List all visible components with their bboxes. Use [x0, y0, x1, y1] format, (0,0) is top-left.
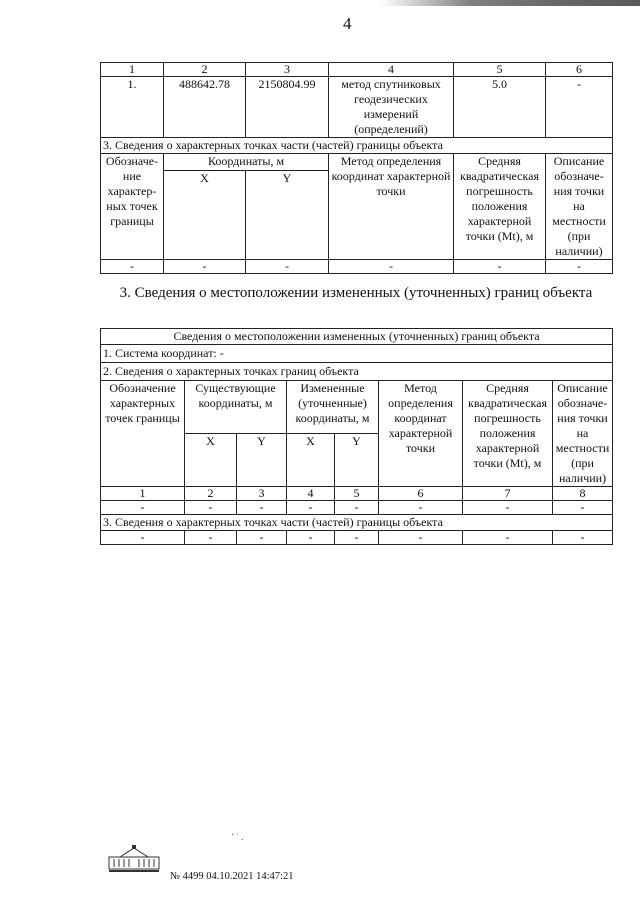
points-title: 2. Сведения о характерных точках границ объекта [101, 363, 613, 381]
header-row [101, 154, 613, 171]
page-number: 4 [343, 14, 352, 33]
empty-cell: - [379, 501, 463, 515]
col-number: 2 [164, 63, 246, 77]
description-cell: - [546, 77, 613, 138]
coord-system: 1. Система координат: - [101, 345, 613, 363]
accuracy-cell: 5.0 [454, 77, 546, 138]
table-row [101, 501, 613, 515]
empty-cell: - [246, 260, 329, 274]
accuracy-header: Средняя квадратическая погрешность положения характерной точки (Mt), м [454, 154, 546, 260]
section-header-row [101, 138, 613, 154]
empty-cell: - [546, 260, 613, 274]
empty-cell: - [185, 531, 237, 545]
parts-title: 3. Сведения о характерных точках части (частей) границы объекта [101, 515, 613, 531]
empty-cell: - [101, 531, 185, 545]
empty-cell: - [335, 501, 379, 515]
empty-cell: - [101, 501, 185, 515]
scan-specks: ' ˙ . [232, 832, 244, 842]
designation-header: Обозначе-ние характер-ных точек границы [101, 154, 164, 260]
method-cell: метод спутниковых геодезических измерений (определений) [329, 77, 454, 138]
col-number: 1 [101, 63, 164, 77]
description-header: Описание обозначе-ния точки на местности (при наличии) [553, 381, 613, 487]
points-table-continued [100, 62, 613, 274]
empty-cell: - [287, 531, 335, 545]
empty-cell: - [454, 260, 546, 274]
col-number: 4 [329, 63, 454, 77]
table-row [101, 531, 613, 545]
changed-boundaries-table [100, 328, 613, 545]
description-header: Описание обозначе-ния точки на местности (при наличии) [546, 154, 613, 260]
empty-cell: - [463, 531, 553, 545]
empty-cell: - [553, 531, 613, 545]
empty-cell: - [237, 531, 287, 545]
col-number: 6 [379, 487, 463, 501]
accuracy-header: Средняя квадратическая погрешность положения характерной точки (Mt), м [463, 381, 553, 487]
changed-coords-header: Измененные (уточненные) координаты, м [287, 381, 379, 434]
col-number: 8 [553, 487, 613, 501]
coord-y: 2150804.99 [246, 77, 329, 138]
table-row [101, 260, 613, 274]
empty-cell: - [185, 501, 237, 515]
points-title-row [101, 363, 613, 381]
col-number: 1 [101, 487, 185, 501]
col-number: 5 [335, 487, 379, 501]
empty-cell: - [553, 501, 613, 515]
table-row [101, 77, 613, 138]
section-title: 3. Сведения о местоположении измененных (уточненных) границ объекта [119, 285, 593, 301]
method-header: Метод определения координат характерной точки [379, 381, 463, 487]
col-number: 3 [237, 487, 287, 501]
y-header: Y [246, 171, 329, 260]
empty-cell: - [463, 501, 553, 515]
designation-header: Обозначение характерных точек границы [101, 381, 185, 487]
empty-cell: - [287, 501, 335, 515]
x-header: X [164, 171, 246, 260]
empty-cell: - [237, 501, 287, 515]
empty-cell: - [329, 260, 454, 274]
coord-x: 488642.78 [164, 77, 246, 138]
scan-edge-mark [380, 0, 640, 6]
col-number: 3 [246, 63, 329, 77]
header-row [101, 381, 613, 434]
empty-cell: - [164, 260, 246, 274]
existing-y-header: Y [237, 434, 287, 487]
coordinates-header: Координаты, м [164, 154, 329, 171]
column-number-row [101, 487, 613, 501]
parts-title-row [101, 515, 613, 531]
col-number: 2 [185, 487, 237, 501]
table-title-row [101, 329, 613, 345]
method-header: Метод определения координат характерной точки [329, 154, 454, 260]
document-id: № 4499 04.10.2021 14:47:21 [170, 871, 294, 882]
building-seal-icon [108, 845, 160, 873]
column-number-row [101, 63, 613, 77]
footer-stamp [100, 845, 320, 885]
section3-title: 3. Сведения о характерных точках части (частей) границы объекта [101, 138, 613, 154]
col-number: 5 [454, 63, 546, 77]
empty-cell: - [335, 531, 379, 545]
coord-system-row [101, 345, 613, 363]
existing-coords-header: Существующие координаты, м [185, 381, 287, 434]
changed-y-header: Y [335, 434, 379, 487]
existing-x-header: X [185, 434, 237, 487]
col-number: 6 [546, 63, 613, 77]
empty-cell: - [379, 531, 463, 545]
col-number: 4 [287, 487, 335, 501]
point-number: 1. [101, 77, 164, 138]
table-title: Сведения о местоположении измененных (уточненных) границ объекта [101, 329, 613, 345]
changed-x-header: X [287, 434, 335, 487]
empty-cell: - [101, 260, 164, 274]
col-number: 7 [463, 487, 553, 501]
